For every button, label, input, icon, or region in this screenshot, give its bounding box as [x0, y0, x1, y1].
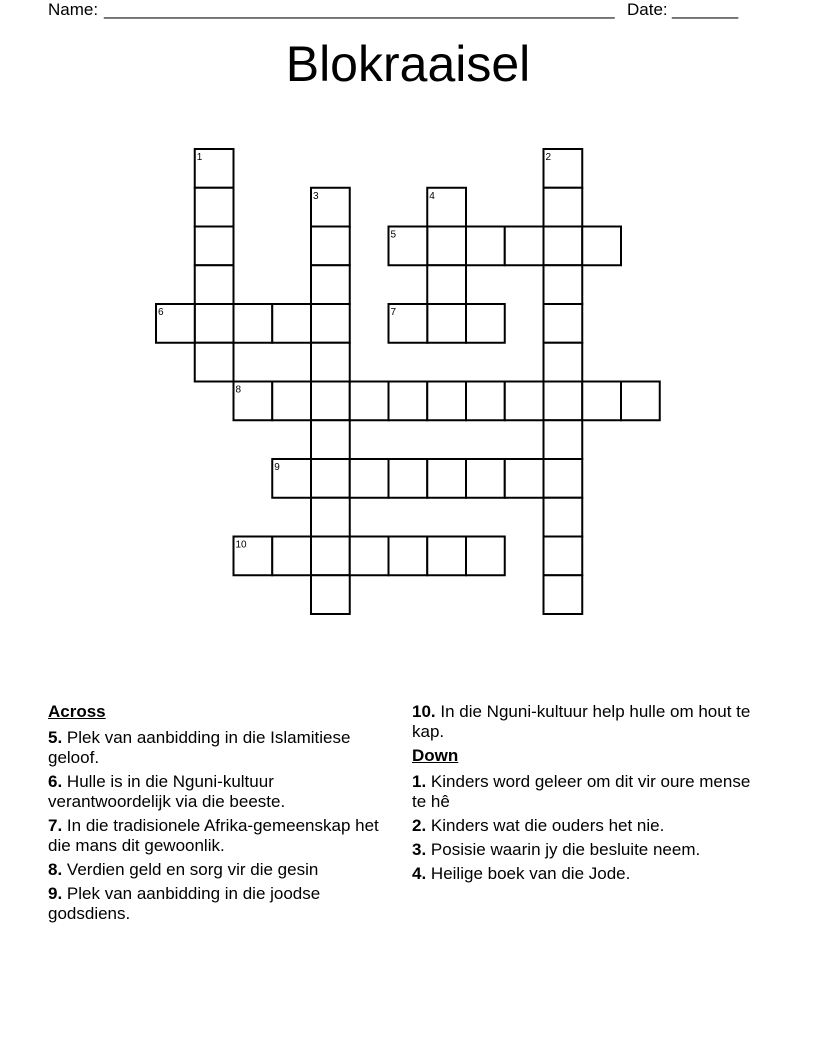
- crossword-cell[interactable]: [311, 420, 350, 459]
- crossword-cell[interactable]: [544, 188, 583, 227]
- clue-number-label: 1: [196, 152, 203, 163]
- clue-number-label: 4: [429, 190, 435, 202]
- crossword-cell[interactable]: [466, 537, 505, 576]
- date-field[interactable]: _______: [672, 0, 739, 19]
- clue-across-6: [48, 772, 388, 812]
- crossword-cell[interactable]: [582, 227, 621, 266]
- clue-number: 9.: [48, 884, 63, 903]
- clue-number-label: 6: [158, 307, 164, 318]
- clue-down-2: [412, 816, 762, 836]
- clue-number: 6.: [48, 772, 63, 791]
- crossword-cell[interactable]: [272, 304, 311, 343]
- crossword-cell[interactable]: [427, 537, 466, 576]
- clue-text: Verdien geld en sorg vir die gesin: [66, 860, 319, 879]
- crossword-cell[interactable]: [272, 382, 311, 421]
- clue-number: 4.: [412, 864, 427, 883]
- crossword-cell[interactable]: [466, 304, 505, 343]
- clue-text: Kinders word geleer om dit vir oure mense te hê: [412, 772, 751, 811]
- crossword-cell[interactable]: [544, 498, 583, 537]
- crossword-cell[interactable]: [311, 459, 350, 498]
- crossword-cell[interactable]: [389, 537, 428, 576]
- clue-across-7: [48, 816, 388, 856]
- clue-number-label: 5: [390, 229, 397, 241]
- clue-across-10: [412, 702, 762, 742]
- crossword-cell[interactable]: [195, 188, 234, 227]
- crossword-cell[interactable]: [311, 575, 350, 614]
- crossword-cell[interactable]: [311, 498, 350, 537]
- clue-text: Plek van aanbidding in die Islamitiese geloof.: [48, 728, 351, 767]
- crossword-cell[interactable]: [544, 459, 583, 498]
- clue-text: In die tradisionele Afrika-gemeenskap het die mans dit gewoonlik.: [48, 816, 379, 855]
- crossword-cell[interactable]: [195, 343, 234, 382]
- page-title: Blokraaisel: [285, 36, 531, 92]
- crossword-cell[interactable]: [505, 459, 544, 498]
- clue-number-label: 8: [235, 384, 242, 396]
- crossword-cell[interactable]: [466, 459, 505, 498]
- crossword-cell[interactable]: [389, 382, 428, 421]
- name-label: Name:: [48, 0, 99, 19]
- clue-across-5: [48, 728, 388, 768]
- clue-number-label: 7: [390, 307, 397, 318]
- clue-number: 1.: [412, 772, 427, 791]
- clue-down-1: [412, 772, 762, 812]
- clue-number: 8.: [48, 860, 63, 879]
- crossword-cell[interactable]: [544, 382, 583, 421]
- clue-number-label: 9: [274, 462, 280, 473]
- clue-down-3: [412, 840, 762, 860]
- crossword-cell[interactable]: [427, 265, 466, 304]
- crossword-cell[interactable]: [195, 265, 234, 304]
- crossword-cell[interactable]: [544, 343, 583, 382]
- across-heading: Across: [48, 702, 106, 721]
- down-heading: Down: [412, 746, 459, 765]
- crossword-cell[interactable]: [466, 227, 505, 266]
- clue-text: Kinders wat die ouders het nie.: [430, 816, 665, 835]
- clue-number-label: 10: [235, 539, 247, 551]
- crossword-cell[interactable]: [544, 304, 583, 343]
- crossword-cell[interactable]: [272, 537, 311, 576]
- crossword-cell[interactable]: [350, 537, 389, 576]
- clue-number: 10.: [412, 702, 436, 721]
- crossword-cell[interactable]: [350, 382, 389, 421]
- date-label: Date:: [627, 0, 668, 19]
- clue-text: Plek van aanbidding in die joodse godsdiens.: [48, 884, 321, 923]
- crossword-cell[interactable]: [234, 304, 273, 343]
- clue-across-8: [48, 860, 388, 880]
- crossword-cell[interactable]: [621, 382, 660, 421]
- crossword-cell[interactable]: [544, 265, 583, 304]
- crossword-cell[interactable]: [350, 459, 389, 498]
- crossword-cell[interactable]: [311, 227, 350, 266]
- crossword-cell[interactable]: [311, 537, 350, 576]
- crossword-cell[interactable]: [311, 304, 350, 343]
- clues-column-left: [48, 702, 388, 928]
- crossword-cell[interactable]: [427, 459, 466, 498]
- name-field[interactable]: ______________________________________________________: [104, 0, 615, 19]
- clue-text: In die Nguni-kultuur help hulle om hout te kap.: [412, 702, 751, 741]
- crossword-cell[interactable]: [311, 343, 350, 382]
- clue-text: Posisie waarin jy die besluite neem.: [430, 840, 701, 859]
- crossword-cell[interactable]: [427, 304, 466, 343]
- clue-across-9: [48, 884, 388, 924]
- crossword-cell[interactable]: [195, 227, 234, 266]
- clue-number: 2.: [412, 816, 427, 835]
- crossword-cell[interactable]: [505, 227, 544, 266]
- crossword-cell[interactable]: [311, 382, 350, 421]
- crossword-cell[interactable]: [582, 382, 621, 421]
- clue-text: Heilige boek van die Jode.: [430, 864, 631, 883]
- clue-down-4: [412, 864, 762, 884]
- crossword-cell[interactable]: [427, 227, 466, 266]
- crossword-cell[interactable]: [544, 537, 583, 576]
- crossword-cell[interactable]: [427, 382, 466, 421]
- clue-number-label: 3: [313, 190, 319, 202]
- clue-number: 7.: [48, 816, 63, 835]
- clue-number: 3.: [412, 840, 427, 859]
- crossword-cell[interactable]: [544, 227, 583, 266]
- crossword-cell[interactable]: [505, 382, 544, 421]
- crossword-cell[interactable]: [544, 420, 583, 459]
- clues-column-right: [412, 702, 762, 888]
- crossword-cell[interactable]: [389, 459, 428, 498]
- clue-number-label: 2: [545, 152, 552, 163]
- crossword-cell[interactable]: [466, 382, 505, 421]
- clue-text: Hulle is in die Nguni-kultuur verantwoordelijk via die beeste.: [48, 772, 286, 811]
- crossword-cell[interactable]: [544, 575, 583, 614]
- crossword-cell[interactable]: [195, 304, 234, 343]
- clue-number: 5.: [48, 728, 63, 747]
- crossword-cell[interactable]: [311, 265, 350, 304]
